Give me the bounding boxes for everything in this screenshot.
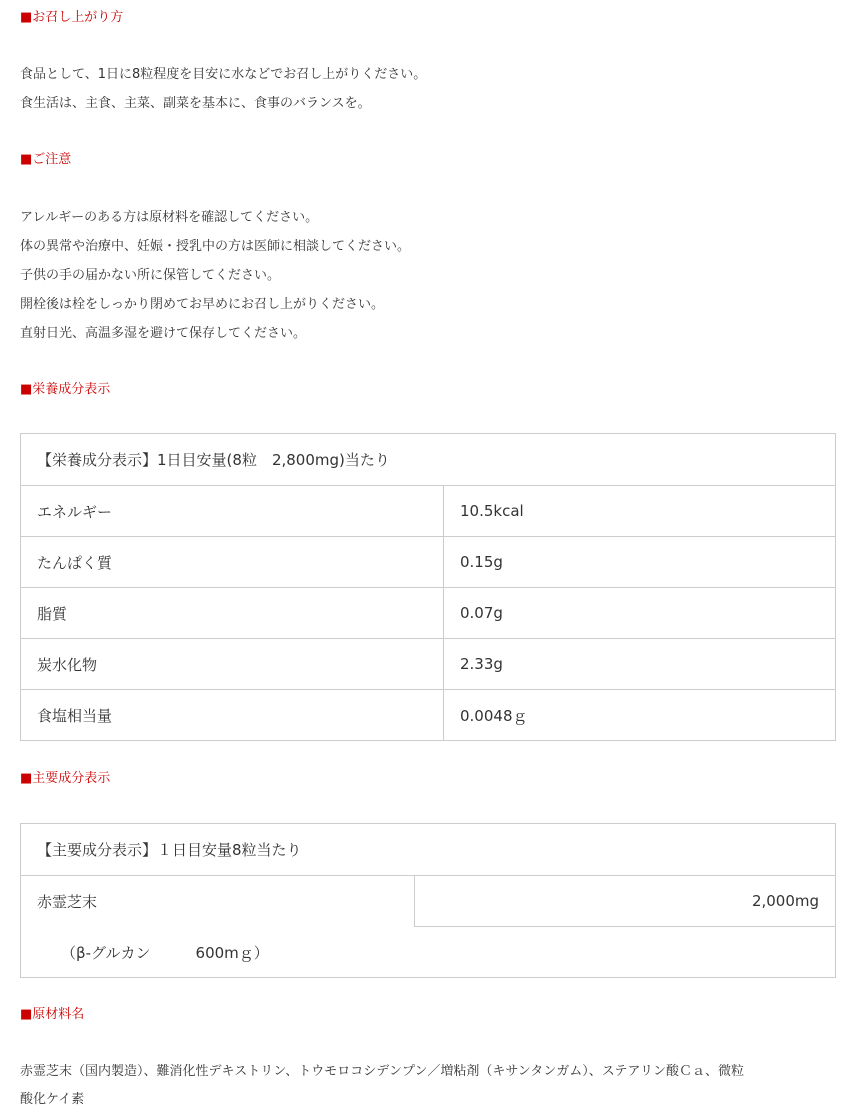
main-ingredients-table-header: 【主要成分表示】１日目安量8粒当たり (21, 824, 836, 876)
usage-text (20, 60, 840, 118)
table-row (21, 639, 836, 690)
raw-materials-line: 酸化ケイ素 (20, 1092, 85, 1107)
nutrient-name: 食塩相当量 (21, 690, 444, 741)
raw-materials-text (20, 1058, 840, 1114)
nutrient-value: 10.5kcal (444, 486, 836, 537)
table-row (21, 927, 836, 978)
ingredient-value: 2,000mg (415, 876, 836, 927)
usage-line: 食生活は、主食、主菜、副菜を基本に、食事のバランスを。 (20, 96, 371, 111)
caution-line: 開栓後は栓をしっかり閉めてお早めにお召し上がりください。 (20, 297, 385, 312)
nutrient-value: 0.15g (444, 537, 836, 588)
nutrition-table (20, 433, 836, 741)
table-row (21, 876, 836, 927)
nutrient-name: エネルギー (21, 486, 444, 537)
main-ingredients-heading: ■主要成分表示 (20, 771, 111, 786)
nutrient-value: 0.07g (444, 588, 836, 639)
nutrient-name: 炭水化物 (21, 639, 444, 690)
nutrition-table-header: 【栄養成分表示】1日目安量(8粒 2,800mg)当たり (21, 434, 836, 486)
nutrient-name: たんぱく質 (21, 537, 444, 588)
nutrient-value: 0.0048ｇ (444, 690, 836, 741)
main-ingredients-table (20, 823, 836, 978)
caution-text (20, 203, 840, 348)
table-row (21, 486, 836, 537)
raw-materials-heading: ■原材料名 (20, 1007, 85, 1022)
caution-line: アレルギーのある方は原材料を確認してください。 (20, 210, 319, 225)
caution-heading: ■ご注意 (20, 152, 72, 167)
ingredient-name: 赤霊芝末 (21, 876, 415, 927)
table-row (21, 537, 836, 588)
table-header-row (21, 824, 836, 876)
nutrient-value: 2.33g (444, 639, 836, 690)
table-row (21, 588, 836, 639)
caution-line: 体の異常や治療中、妊娠・授乳中の方は医師に相談してください。 (20, 239, 411, 254)
beta-glucan-row: （β-グルカン 600mｇ） (21, 927, 836, 978)
caution-line: 直射日光、高温多湿を避けて保存してください。 (20, 326, 307, 341)
nutrition-heading: ■栄養成分表示 (20, 382, 111, 397)
nutrient-name: 脂質 (21, 588, 444, 639)
table-header-row (21, 434, 836, 486)
table-row (21, 690, 836, 741)
usage-heading: ■お召し上がり方 (20, 10, 124, 25)
raw-materials-line: 赤霊芝末（国内製造）、難消化性デキストリン、トウモロコシデンプン／増粘剤（キサンタンガム）、ステアリン酸Ｃａ、微粒 (20, 1064, 744, 1079)
caution-line: 子供の手の届かない所に保管してください。 (20, 268, 281, 283)
usage-line: 食品として、1日に8粒程度を目安に水などでお召し上がりください。 (20, 67, 427, 82)
